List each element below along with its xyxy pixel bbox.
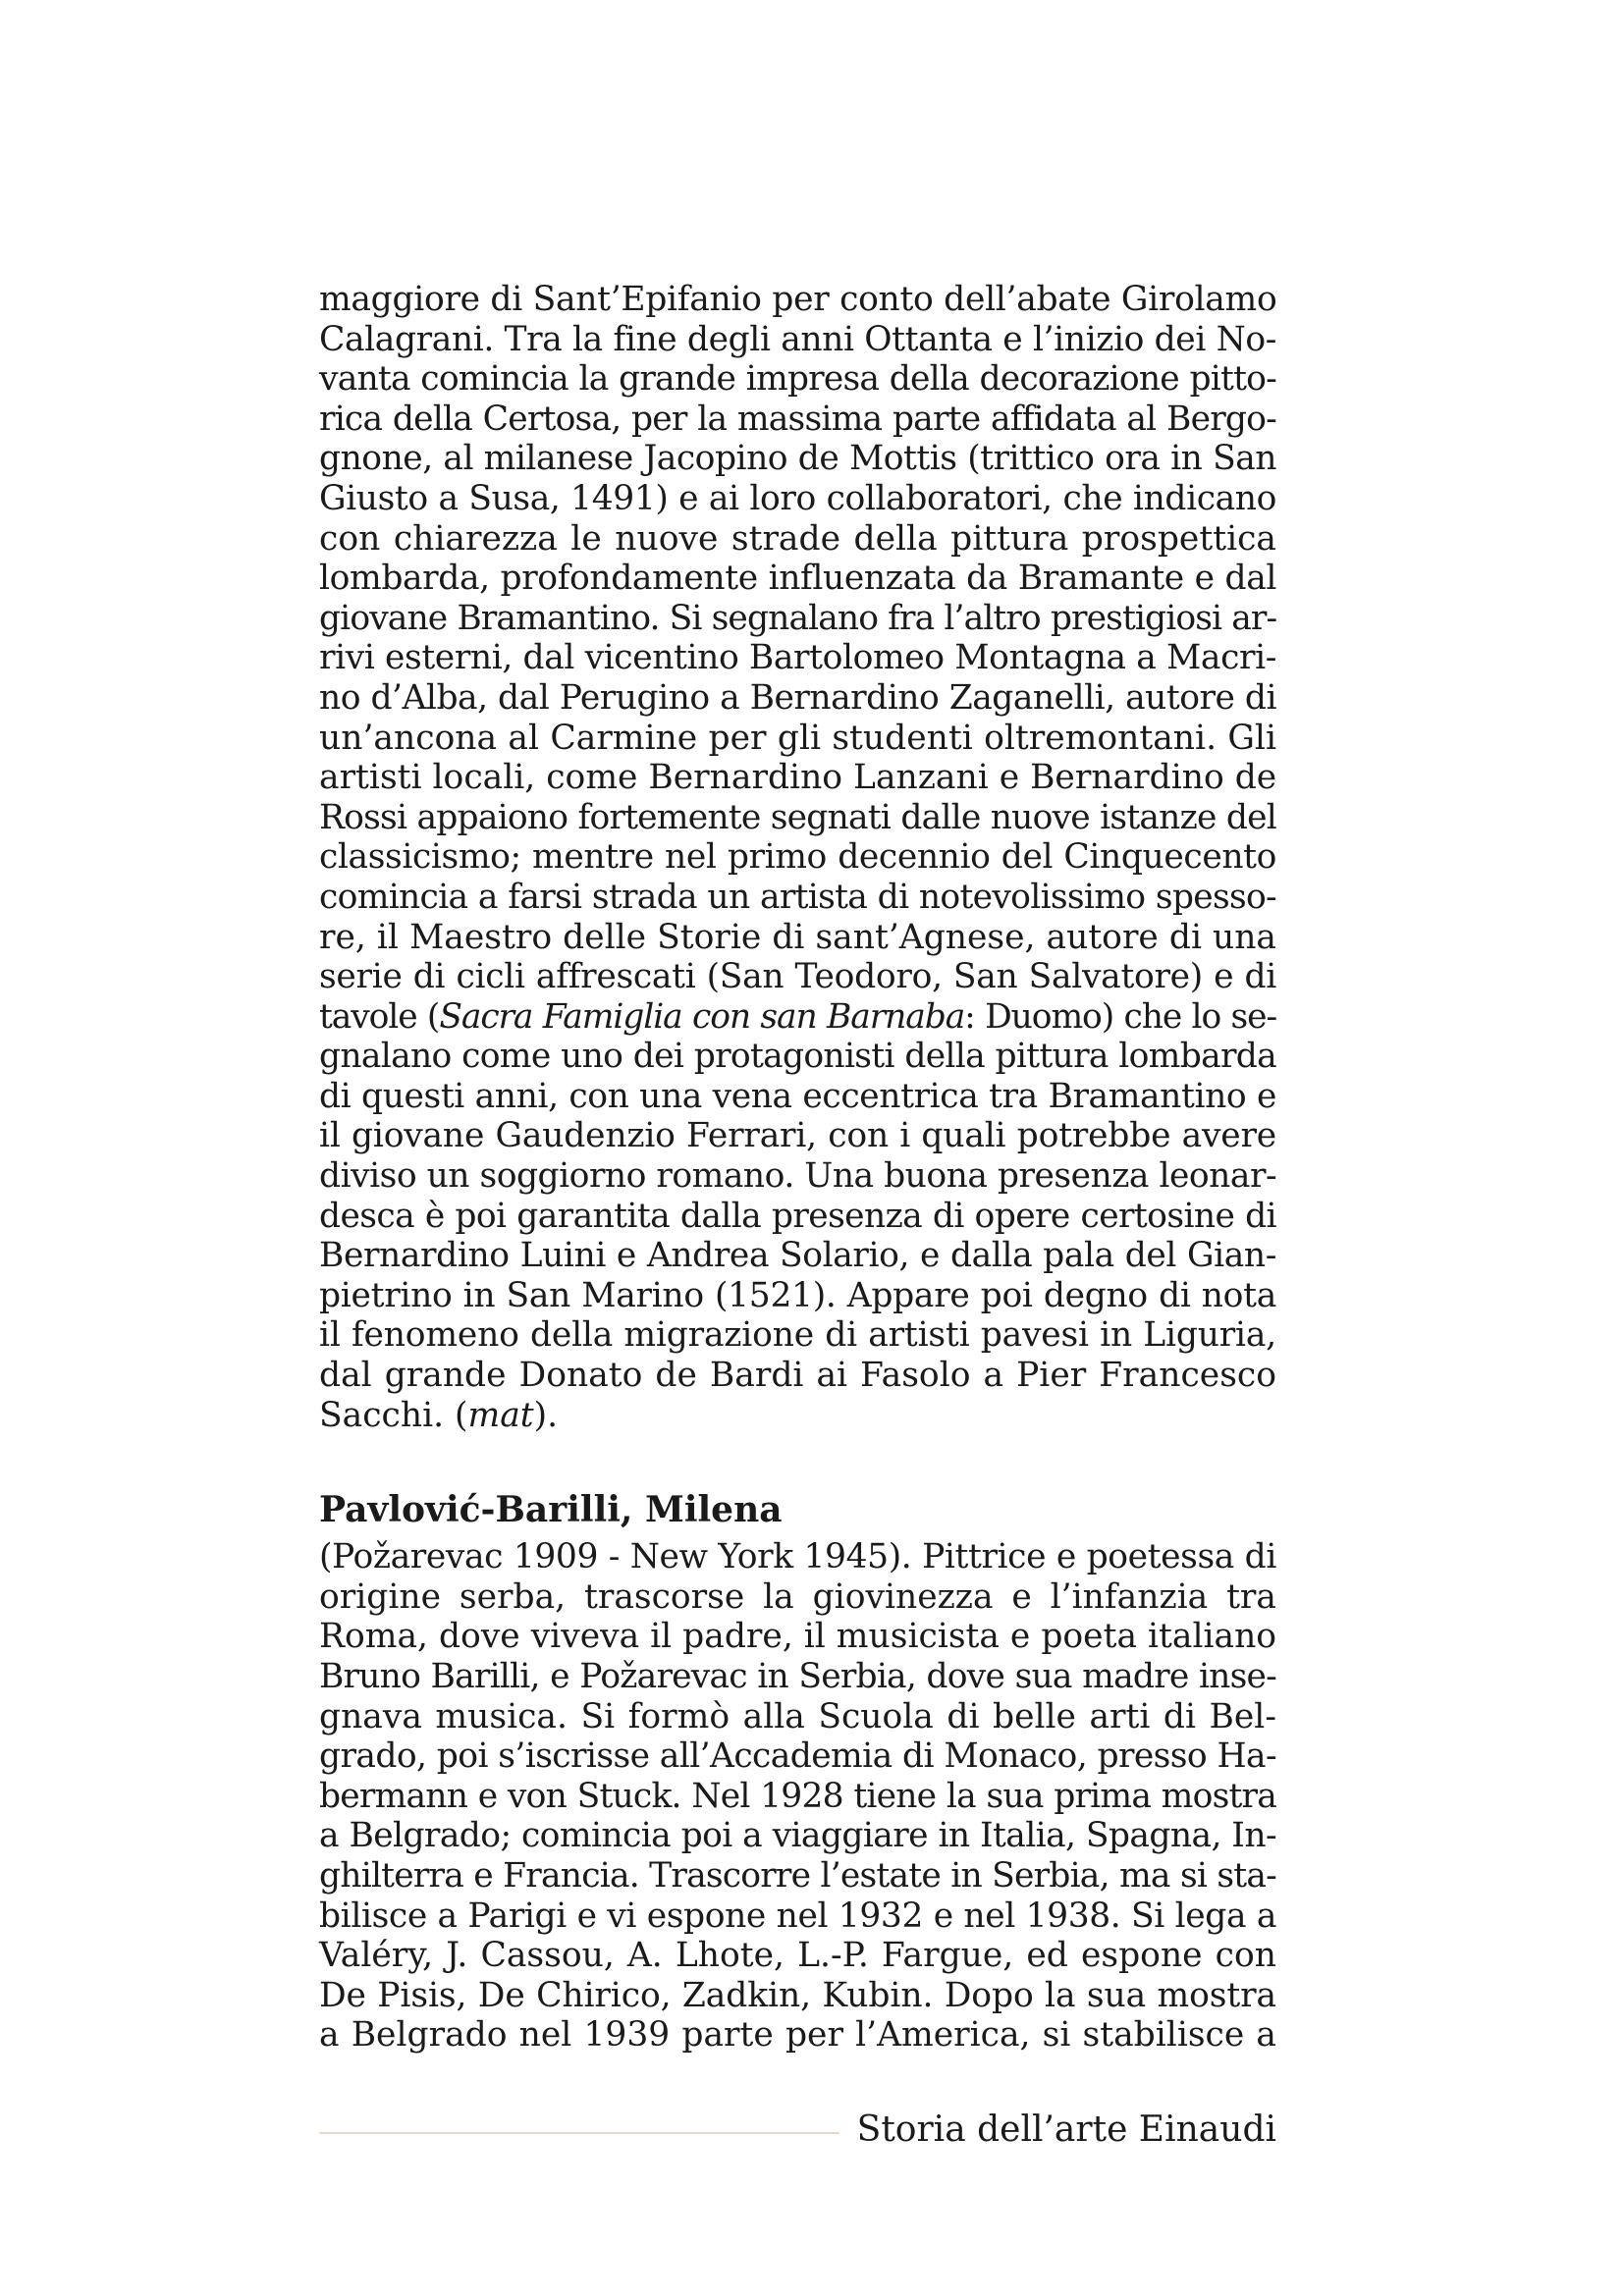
text-line: no d’Alba, dal Perugino a Bernardino Zaganelli, autore di (319, 677, 1276, 718)
text-fragment: ). (533, 1395, 559, 1435)
entry-heading: Pavlović-Barilli, Milena (319, 1489, 783, 1531)
text-line: a Belgrado; comincia poi a viaggiare in Italia, Spagna, In- (319, 1816, 1276, 1856)
text-line: grado, poi s’iscrisse all’Accademia di Monaco, presso Ha- (319, 1736, 1276, 1777)
text-line: maggiore di Sant’Epifanio per conto dell’abate Girolamo (319, 280, 1277, 319)
text-line: Bruno Barilli, e Požarevac in Serbia, dove sua madre inse- (319, 1657, 1276, 1696)
entry-pavlovic-barilli (319, 1488, 1276, 2056)
text-line: Giusto a Susa, 1491) e ai loro collaboratori, che indicano (319, 478, 1276, 518)
text-line: il giovane Gaudenzio Ferrari, con i quali potrebbe avere (319, 1116, 1276, 1156)
text-line: di questi anni, con una vena eccentrica tra Bramantino e (319, 1076, 1276, 1116)
text-line: a Belgrado nel 1939 parte per l’America, si stabilisce a (319, 2015, 1276, 2056)
page-footer (319, 2109, 1276, 2158)
text-line: origine serba, trascorse la giovinezza e l’infanzia tra (319, 1576, 1276, 1617)
text-line: Calagrani. Tra la fine degli anni Ottanta e l’inizio dei No- (319, 319, 1276, 359)
footer-publication-title: Storia dell’arte Einaudi (856, 2109, 1276, 2150)
text-fragment: Sacchi. ( (319, 1395, 468, 1435)
text-line-with-title (319, 997, 1276, 1038)
text-line: Valéry, J. Cassou, A. Lhote, L.-P. Fargue, ed espone con (319, 1936, 1276, 1976)
text-line: gnalano come uno dei protagonisti della pittura lombarda (319, 1037, 1276, 1077)
entry-continuation (319, 280, 1276, 1435)
text-line: gnone, al milanese Jacopino de Mottis (trittico ora in San (319, 439, 1276, 479)
text-line: lombarda, profondamente influenzata da Bramante e dal (319, 559, 1276, 599)
text-line: bermann e von Stuck. Nel 1928 tiene la sua prima mostra (319, 1776, 1276, 1816)
text-line: classicismo; mentre nel primo decennio del Cinquecento (319, 837, 1276, 878)
text-line: pietrino in San Marino (1521). Appare poi degno di nota (319, 1275, 1276, 1315)
text-line: bilisce a Parigi e vi espone nel 1932 e nel 1938. Si lega a (319, 1896, 1276, 1936)
text-line: giovane Bramantino. Si segnalano fra l’altro prestigiosi ar- (319, 598, 1277, 638)
author-initials: mat (467, 1395, 534, 1435)
text-line: vanta comincia la grande impresa della decorazione pitto- (319, 359, 1276, 400)
text-line: De Pisis, De Chirico, Zadkin, Kubin. Dopo la sua mostra (319, 1975, 1276, 2015)
text-line: Rossi appaiono fortemente segnati dalle nuove istanze del (319, 797, 1276, 837)
text-line: gnava musica. Si formò alla Scuola di belle arti di Bel- (319, 1696, 1276, 1736)
text-line: dal grande Donato de Bardi ai Fasolo a Pier Francesco (319, 1356, 1276, 1396)
text-line: ghilterra e Francia. Trascorre l’estate in Serbia, ma si sta- (319, 1855, 1276, 1896)
text-line: comincia a farsi strada un artista di notevolissimo spesso- (319, 877, 1276, 917)
text-line: rica della Certosa, per la massima parte affidata al Bergo- (319, 399, 1276, 439)
text-line: desca è poi garantita dalla presenza di opere certosine di (319, 1196, 1276, 1236)
text-line-with-author (319, 1396, 1276, 1436)
text-line: Roma, dove viveva il padre, il musicista e poeta italiano (319, 1617, 1277, 1657)
text-line: con chiarezza le nuove strade della pittura prospettica (319, 518, 1276, 559)
text-fragment: tavole ( (319, 996, 440, 1037)
text-fragment: : Duomo) che lo se- (964, 996, 1277, 1037)
text-line: re, il Maestro delle Storie di sant’Agnese, autore di una (319, 917, 1276, 957)
page-body (319, 280, 1276, 2056)
artwork-title: Sacra Famiglia con san Barnaba (439, 996, 965, 1037)
text-line: un’ancona al Carmine per gli studenti oltremontani. Gli (319, 718, 1276, 758)
text-line: il fenomeno della migrazione di artisti pavesi in Liguria, (319, 1315, 1276, 1356)
text-line: artisti locali, come Bernardino Lanzani e Bernardino de (319, 758, 1277, 798)
text-line: serie di cicli affrescati (San Teodoro, San Salvatore) e di (319, 957, 1276, 997)
footer-rule (319, 2132, 839, 2134)
text-line: rivi esterni, dal vicentino Bartolomeo Montagna a Macri- (319, 638, 1276, 678)
text-line: (Požarevac 1909 - New York 1945). Pittrice e poetessa di (319, 1537, 1276, 1577)
text-line: diviso un soggiorno romano. Una buona presenza leonar- (319, 1156, 1277, 1197)
text-line: Bernardino Luini e Andrea Solario, e dalla pala del Gian- (319, 1236, 1276, 1276)
